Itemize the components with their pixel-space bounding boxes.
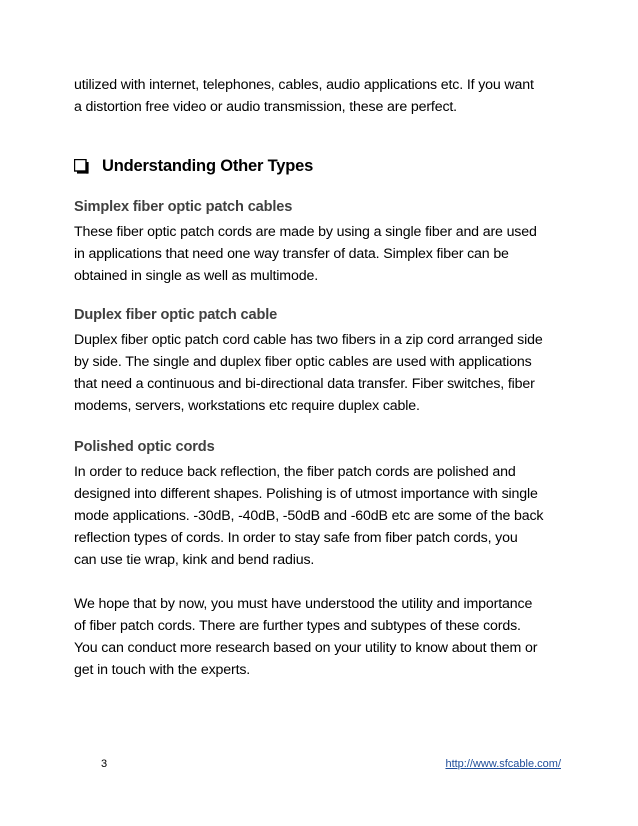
duplex-heading: Duplex fiber optic patch cable	[74, 307, 278, 323]
page-number: 3	[101, 758, 108, 770]
intro-paragraph	[74, 74, 574, 118]
simplex-heading: Simplex fiber optic patch cables	[74, 199, 293, 215]
footer-website-link[interactable]: http://www.sfcable.com/	[445, 758, 561, 770]
text-line: We hope that by now, you must have understood the utility and importance	[74, 596, 533, 612]
conclusion-paragraph	[74, 593, 574, 681]
simplex-paragraph	[74, 221, 574, 287]
text-line: utilized with internet, telephones, cables, audio applications etc. If you want	[74, 77, 534, 93]
text-line: You can conduct more research based on your utility to know about them or	[74, 640, 538, 656]
polished-heading: Polished optic cords	[74, 439, 215, 455]
text-line: of fiber patch cords. There are further types and subtypes of these cords.	[74, 618, 521, 634]
text-line: mode applications. -30dB, -40dB, -50dB and -60dB etc are some of the back	[74, 508, 544, 524]
duplex-paragraph	[74, 329, 574, 417]
checkbox-icon	[74, 159, 88, 173]
text-line: that need a continuous and bi-directional data transfer. Fiber switches, fiber	[74, 376, 535, 392]
text-line: In order to reduce back reflection, the fiber patch cords are polished and	[74, 464, 516, 480]
text-line: modems, servers, workstations etc require duplex cable.	[74, 398, 420, 414]
section-title: Understanding Other Types	[102, 156, 314, 175]
text-line: get in touch with the experts.	[74, 662, 251, 678]
text-line: by side. The single and duplex fiber optic cables are used with applications	[74, 354, 532, 370]
text-line: can use tie wrap, kink and bend radius.	[74, 552, 315, 568]
polished-paragraph	[74, 461, 574, 571]
text-line: a distortion free video or audio transmission, these are perfect.	[74, 99, 457, 115]
text-line: reflection types of cords. In order to stay safe from fiber patch cords, you	[74, 530, 518, 546]
text-line: designed into different shapes. Polishing is of utmost importance with single	[74, 486, 538, 502]
text-line: Duplex fiber optic patch cord cable has two fibers in a zip cord arranged side	[74, 332, 543, 348]
text-line: These fiber optic patch cords are made by using a single fiber and are used	[74, 224, 537, 240]
section-heading	[74, 154, 313, 178]
text-line: in applications that need one way transfer of data. Simplex fiber can be	[74, 246, 509, 262]
text-line: obtained in single as well as multimode.	[74, 268, 318, 284]
